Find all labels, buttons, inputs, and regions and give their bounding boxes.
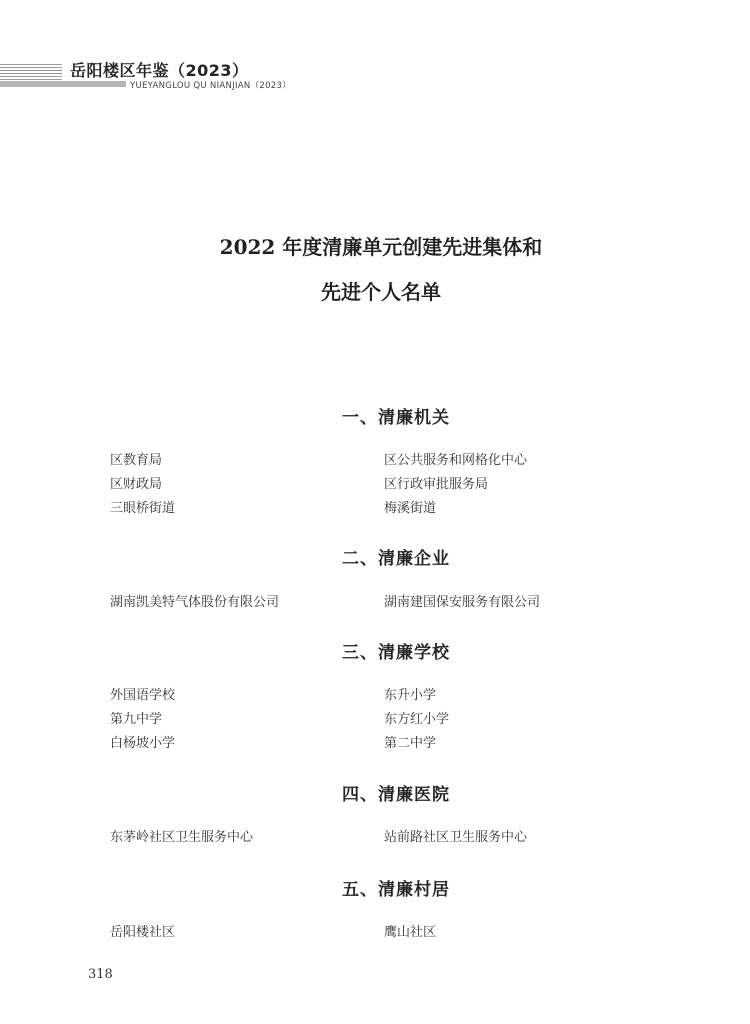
list-item: 东茅岭社区卫生服务中心 [110, 830, 254, 845]
yearbook-title: 岳阳楼区年鉴（2023） [70, 61, 249, 80]
list-item: 东方红小学 [384, 712, 450, 727]
document-title-line2: 先进个人名单 [321, 280, 441, 304]
list-item: 梅溪街道 [384, 501, 437, 516]
yearbook-subtitle: YUEYANGLOU QU NIANJIAN（2023） [130, 81, 291, 91]
list-item: 区公共服务和网格化中心 [384, 453, 528, 468]
list-item: 区教育局 [110, 453, 163, 468]
list-item: 湖南建国保安服务有限公司 [384, 595, 541, 610]
list-item: 外国语学校 [110, 688, 176, 703]
list-item: 区行政审批服务局 [384, 477, 489, 492]
header-rule-lines [0, 64, 62, 82]
list-item: 第九中学 [110, 712, 163, 727]
list-item: 湖南凯美特气体股份有限公司 [110, 595, 280, 610]
section-heading-schools: 三、清廉学校 [342, 643, 450, 663]
list-item: 区财政局 [110, 477, 163, 492]
list-item: 岳阳楼社区 [110, 925, 176, 940]
document-title-line1: 2022 年度清廉单元创建先进集体和 [219, 235, 543, 259]
header-rule-bar [0, 81, 126, 87]
list-item: 东升小学 [384, 688, 437, 703]
section-heading-agencies: 一、清廉机关 [342, 408, 450, 428]
list-item: 鹰山社区 [384, 925, 437, 940]
list-item: 第二中学 [384, 736, 437, 751]
running-header [0, 58, 330, 92]
list-item: 白杨坡小学 [110, 736, 176, 751]
list-item: 三眼桥街道 [110, 501, 176, 516]
section-heading-enterprises: 二、清廉企业 [342, 549, 450, 569]
page-number: 318 [88, 967, 113, 982]
section-heading-hospitals: 四、清廉医院 [342, 785, 450, 805]
section-heading-communities: 五、清廉村居 [342, 880, 450, 900]
list-item: 站前路社区卫生服务中心 [384, 830, 528, 845]
